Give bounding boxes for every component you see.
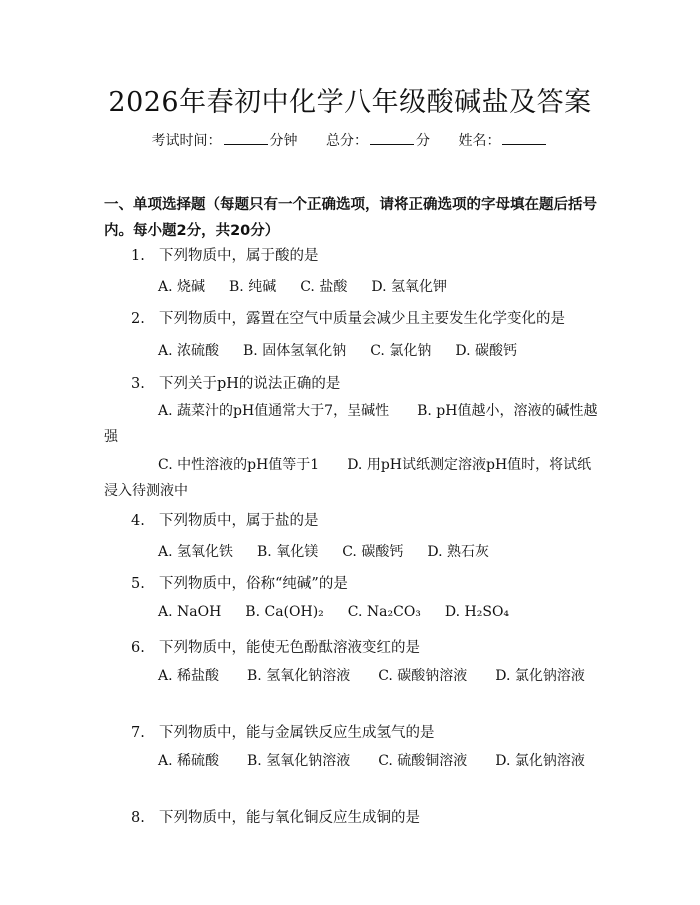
question-4: 4. 下列物质中，属于盐的是 [131,513,319,529]
option-b[interactable]: B. 纯碱 [229,279,277,295]
option-c[interactable]: C. 盐酸 [300,279,348,295]
option-c[interactable]: C. Na₂CO₃ [347,604,421,620]
name-field: 姓名： [458,133,548,149]
options-7[interactable]: A. 稀硫酸 B. 氢氧化钠溶液 C. 硫酸铜溶液 D. 氯化钠溶液 [158,753,585,769]
question-1: 1. 下列物质中，属于酸的是 [131,248,319,264]
page-title: 2026年春初中化学八年级酸碱盐及答案 [108,87,592,118]
question-8: 8. 下列物质中，能与氧化铜反应生成铜的是 [131,810,420,826]
question-5: 5. 下列物质中，俗称“纯碱”的是 [131,576,348,592]
option-a[interactable]: A. 氢氧化铁 [158,544,234,560]
option-d[interactable]: D. 熟石灰 [427,544,489,560]
option-c[interactable]: C. 碳酸钙 [342,544,404,560]
question-7: 7. 下列物质中，能与金属铁反应生成氢气的是 [131,725,435,741]
options-3-cd[interactable]: C. 中性溶液的pH值等于1 D. 用pH试纸测定溶液pH值时，将试纸浸入待测液中 [104,457,592,499]
options-1 [158,276,471,296]
option-d[interactable]: D. 碳酸钙 [455,343,517,359]
options-2 [158,340,541,360]
option-a[interactable]: A. 浓硫酸 [158,343,220,359]
option-b[interactable]: B. 氧化镁 [257,544,319,560]
time-blank[interactable] [224,132,268,145]
exam-info [0,130,700,150]
options-3-ab[interactable]: A. 蔬菜汁的pH值通常大于7，呈碱性 B. pH值越小，溶液的碱性越强 [104,403,598,445]
option-b[interactable]: B. Ca(OH)₂ [245,604,324,620]
option-a[interactable]: A. 烧碱 [158,279,206,295]
option-a[interactable]: A. NaOH [158,604,222,620]
time-field: 考试时间： 分钟 [151,133,298,149]
option-b[interactable]: B. 固体氢氧化钠 [243,343,347,359]
options-6[interactable]: A. 稀盐酸 B. 氢氧化钠溶液 C. 碳酸钠溶液 D. 氯化钠溶液 [158,668,585,684]
section-heading: 一、单项选择题（每题只有一个正确选项，请将正确选项的字母填在题后括号内。每小题2分，共20分） [104,197,597,239]
option-d[interactable]: D. H₂SO₄ [444,604,510,620]
question-2: 2. 下列物质中，露置在空气中质量会减少且主要发生化学变化的是 [131,311,565,327]
question-6: 6. 下列物质中，能使无色酚酞溶液变红的是 [131,640,420,656]
score-blank[interactable] [370,132,414,145]
option-c[interactable]: C. 氯化钠 [370,343,432,359]
question-3: 3. 下列关于pH的说法正确的是 [131,376,341,392]
score-field: 总分： 分 [326,133,430,149]
option-d[interactable]: D. 氢氧化钾 [371,279,447,295]
options-4 [158,541,513,561]
options-5 [158,604,533,620]
name-blank[interactable] [502,132,546,145]
